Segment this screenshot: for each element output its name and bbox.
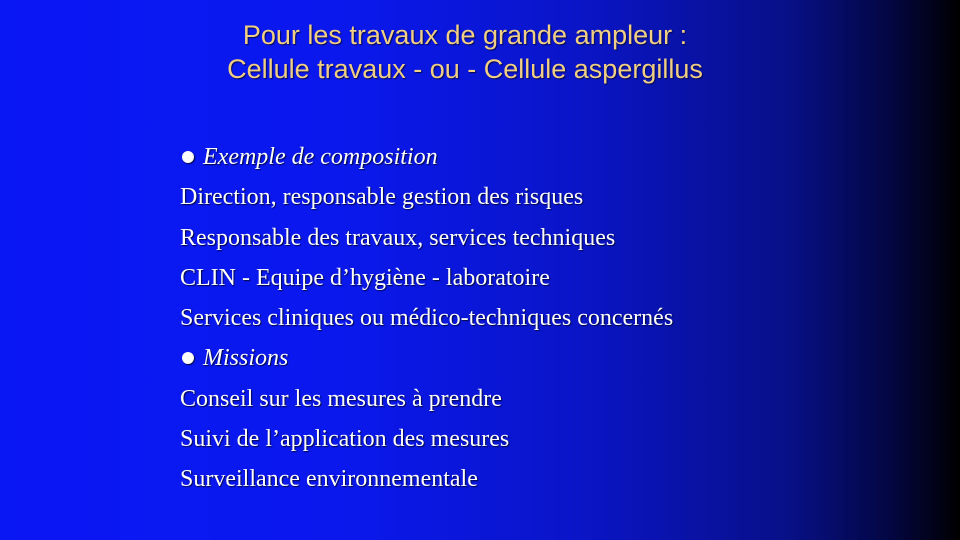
composition-item: CLIN - Equipe d’hygiène - laboratoire [180,264,550,291]
composition-item: Services cliniques ou médico-techniques concernés [180,305,674,332]
round-bullet-icon [182,151,194,163]
slide-title-line-2: Cellule travaux - ou - Cellule aspergillus [227,54,703,84]
missions-item: Surveillance environnementale [180,466,478,493]
bullet-composition [180,137,880,177]
missions-item: Suivi de l’application des mesures [180,426,510,453]
slide-title [0,18,930,86]
slide-body [180,137,880,500]
slide-title-line-1: Pour les travaux de grande ampleur : [242,20,688,50]
composition-item: Direction, responsable gestion des risques [180,184,584,211]
bullet-missions [180,338,880,378]
round-bullet-icon [182,352,194,364]
missions-heading: Missions [203,345,289,372]
composition-heading: Exemple de composition [203,144,438,170]
composition-item: Responsable des travaux, services techniques [180,224,616,251]
missions-item: Conseil sur les mesures à prendre [180,385,502,412]
